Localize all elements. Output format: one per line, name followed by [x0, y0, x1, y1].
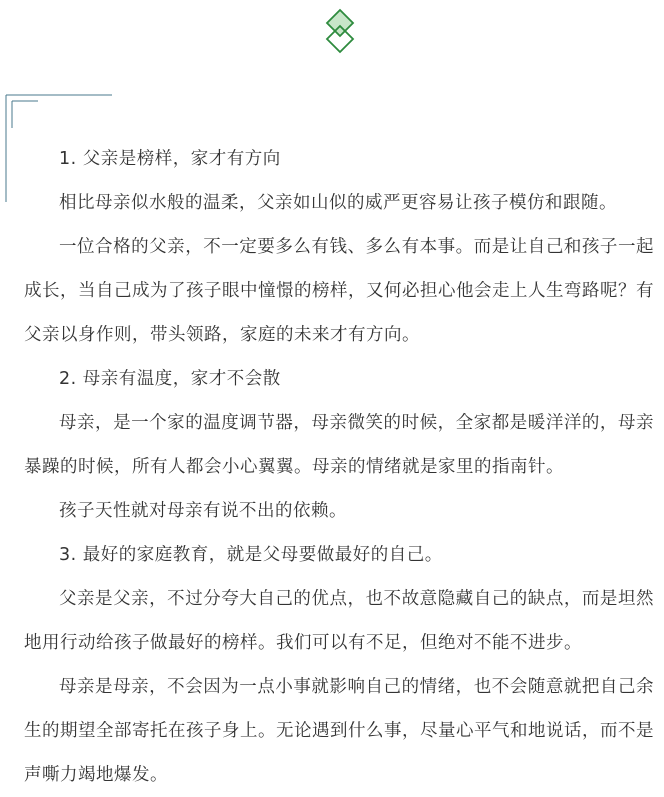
double-diamond-icon — [324, 8, 356, 54]
section-heading-father: 1. 父亲是榜样，家才有方向 — [59, 149, 281, 169]
paragraph: 母亲，是一个家的温度调节器，母亲微笑的时候，全家都是暖洋洋的，母亲暴躁的时候，所有人都会小心翼翼。母亲的情绪就是家里的指南针。 — [24, 413, 654, 477]
article-body — [24, 137, 654, 797]
paragraph: 母亲是母亲，不会因为一点小事就影响自己的情绪，也不会随意就把自己余生的期望全部寄托在孩子身上。无论遇到什么事，尽量心平气和地说话，而不是声嘶力竭地爆发。 — [24, 677, 654, 785]
paragraph: 孩子天性就对母亲有说不出的依赖。 — [59, 501, 347, 521]
paragraph: 相比母亲似水般的温柔，父亲如山似的威严更容易让孩子模仿和跟随。 — [59, 193, 617, 213]
paragraph: 一位合格的父亲，不一定要多么有钱、多么有本事。而是让自己和孩子一起成长，当自己成为了孩子眼中憧憬的榜样，又何必担心他会走上人生弯路呢？有父亲以身作则，带头领路，家庭的未来才有方向。 — [24, 237, 654, 345]
paragraph: 父亲是父亲，不过分夸大自己的优点，也不故意隐藏自己的缺点，而是坦然地用行动给孩子做最好的榜样。我们可以有不足，但绝对不能不进步。 — [24, 589, 654, 653]
section-heading-education: 3. 最好的家庭教育，就是父母要做最好的自己。 — [59, 545, 443, 565]
section-heading-mother: 2. 母亲有温度，家才不会散 — [59, 369, 281, 389]
